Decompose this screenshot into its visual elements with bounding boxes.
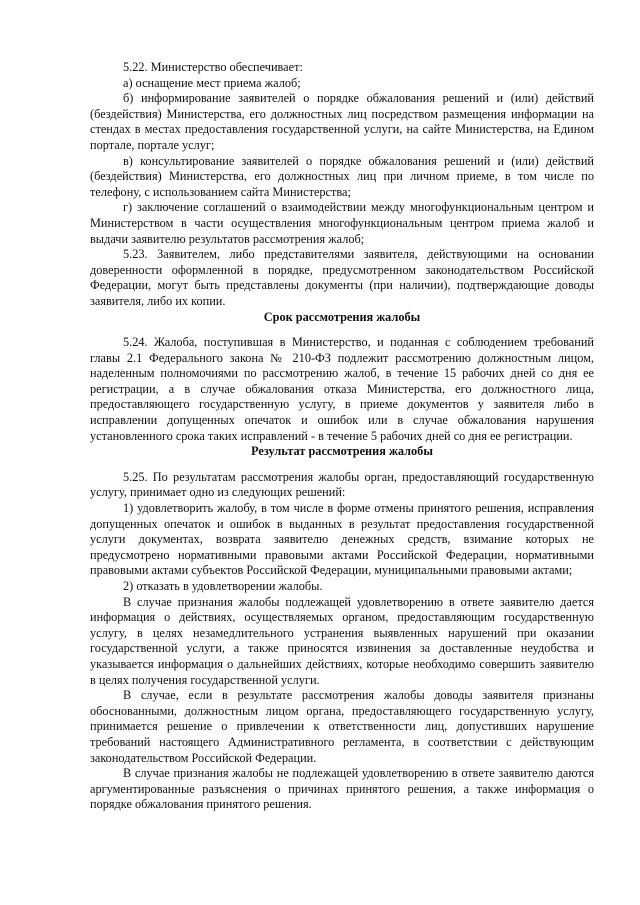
paragraph-5-25-item-1: 1) удовлетворить жалобу, в том числе в форме отмены принятого решения, исправления допущенных опечаток и ошибок в выданных в результат предоставления государственной услуги документах, возврата заявителю денежных средств, взимание которых не предусмотрено нормативными правовыми актами Российской Федерации, нормативными правовыми актами субъектов Российской Федерации, муниципальными правовыми актами; [90,501,594,578]
heading-review-result: Результат рассмотрения жалобы [251,444,433,459]
spacer [90,325,594,335]
paragraph-5-22-v: в) консультирование заявителей о порядке обжалования решений и (или) действий (бездействия) Министерства, его должностных лиц при личном приеме, в том числе по телефону, с использованием сайта Министерства; [90,153,594,199]
paragraph-5-22-intro: 5.22. Министерство обеспечивает: [123,60,303,74]
paragraph-complaint-satisfied: В случае признания жалобы подлежащей удовлетворению в ответе заявителю дается информация о действиях, осуществляемых органом, предоставляющим государственную услугу, в целях незамедлительного устранения выявленных нарушений при оказании государственной услуги, а также приносятся извинения за доставленные неудобства и указывается информация о дальнейших действиях, которые необходимо совершить заявителю в целях получения государственной услуги. [90,594,594,687]
paragraph-5-25-intro: 5.25. По результатам рассмотрения жалобы орган, предоставляющий государственную услугу, принимает одно из следующих решений: [90,469,594,500]
heading-review-term: Срок рассмотрения жалобы [263,309,421,324]
paragraph-5-22-b: б) информирование заявителей о порядке обжалования решений и (или) действий (бездействия) Министерства, его должностных лиц посредством размещения информации на стендах в местах предоставления государственной услуги, на сайте Министерства, на Едином портале, портале услуг; [90,91,594,152]
paragraph-5-23: 5.23. Заявителем, либо представителями заявителя, действующими на основании доверенности оформленной в порядке, предусмотренном законодательством Российской Федерации, могут быть представлены документы (при наличии), подтверждающие доводы заявителя, либо их копии. [90,247,594,308]
paragraph-arguments-grounded: В случае, если в результате рассмотрения жалобы доводы заявителя признаны обоснованными, должностным лицом органа, предоставляющего государственную услугу, принимается решение о привлечении к ответственности лиц, допустивших нарушение требований настоящего Административного регламента, в соответствии с действующим законодательством Российской Федерации. [90,688,594,765]
document-page [90,60,594,813]
paragraph-5-22-g: г) заключение соглашений о взаимодействии между многофункциональным центром и Министерством в части осуществления многофункциональным центром приема жалоб и выдачи заявителю результатов рассмотрения жалоб; [90,200,594,246]
paragraph-5-24: 5.24. Жалоба, поступившая в Министерство, и поданная с соблюдением требований главы 2.1 Федерального закона № 210-ФЗ подлежит рассмотрению должностным лицом, наделенным полномочиями по рассмотрению жалоб, в течение 15 рабочих дней со дня ее регистрации, а в случае обжалования отказа Министерства, его должностного лица, предоставляющего государственную услугу, в приеме документов у заявителя либо в исправлении допущенных опечаток и ошибок или в случае обжалования нарушения установленного срока таких исправлений - в течение 5 рабочих дней со дня ее регистрации. [90,335,594,443]
paragraph-5-25-item-2: 2) отказать в удовлетворении жалобы. [123,579,323,593]
spacer [90,460,594,470]
paragraph-5-22-a: а) оснащение мест приема жалоб; [123,75,301,90]
paragraph-complaint-rejected: В случае признания жалобы не подлежащей удовлетворению в ответе заявителю даются аргументированные разъяснения о причинах принятого решения, а также информация о порядке обжалования принятого решения. [90,766,594,812]
